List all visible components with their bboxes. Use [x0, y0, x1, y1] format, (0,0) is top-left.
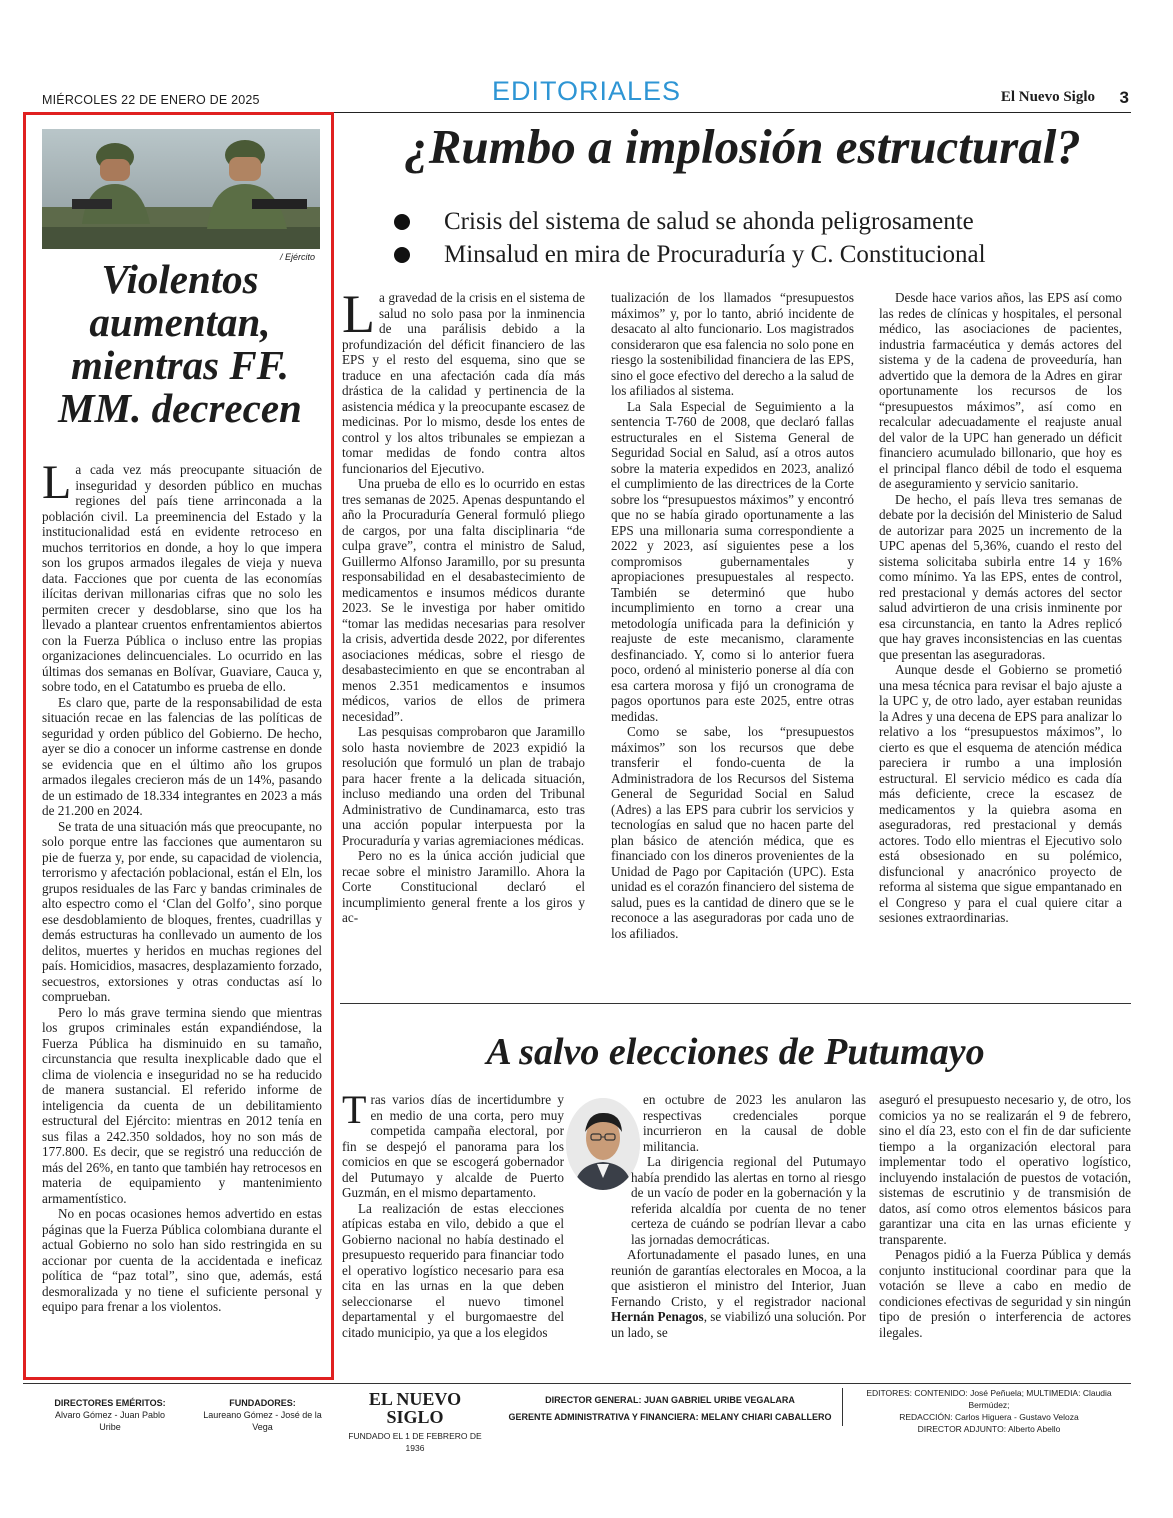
- footer-rule: [23, 1383, 1131, 1384]
- footer-masthead: EL NUEVO SIGLO: [368, 1389, 462, 1427]
- bullet-text: Crisis del sistema de salud se ahonda peligrosamente: [444, 207, 974, 235]
- gerente: GERENTE ADMINISTRATIVA Y FINANCIERA: MELANY CHIARI CABALLERO: [508, 1412, 832, 1422]
- main-paragraph: Como se sabe, los “presupuestos máximos” son los recursos que debe transferir el fondo-cuenta de la Administradora de los Recursos del Sistema General de Seguridad Social en Salud (Adres) a las EPS para cubrir los servicios y tecnologías en salud que no hacen parte del plan básico de atención médica, que es financiado con los dineros provenientes de la Unidad de Pago por Capitación (UPC). Esta unidad es el corazón financiero del sistema de salud, pues es la cantidad de dinero que se le reconoce a las aseguradoras por cada uno de los afiliados.: [611, 724, 854, 941]
- footer-directores: [45, 1397, 175, 1433]
- main-paragraph: tualización de los llamados “presupuestos máximos” y, por lo tanto, abrió incidente de desacato al alto funcionario. Los magistrados consideraron que esa falencia no solo pone en riesgo la sostenibilidad financiera de las EPS, sino el goce efectivo del derecho a la salud de los afiliados al sistema.: [611, 290, 854, 398]
- directores-names: Alvaro Gómez - Juan Pablo Uribe: [54, 1410, 166, 1432]
- left-headline: Violentos aumentan, mientras FF. MM. decrecen: [58, 256, 302, 431]
- fundadores-label: FUNDADORES:: [229, 1398, 296, 1408]
- subheadline-bullets: [394, 205, 986, 271]
- drop-cap: L: [42, 456, 72, 509]
- soldiers-photo: [42, 129, 320, 249]
- section-title: EDITORIALES: [491, 76, 682, 106]
- left-paragraph: a cada vez más preocupante situación de inseguridad y desorden público en muchas regiones del país tiene arrinconada a la población civil. La preeminencia del Estado y la institucionalidad está en evidente retroceso en muchos territorios en donde, a hoy lo que impera son los grupos armados ilegales de vieja y nueva data. Facciones que por cuenta de las economías ilícitas derivan millonarias cifras que no solo les permiten crecer y desdoblarse, sino que los ha llevado a plantear cruentos enfrentamientos abiertos con la Fuerza Pública o incluso entre las propias organizaciones delincuenciales. Lo ocurrido en las últimas dos semanas en Bolívar, Guaviare, Cauca y, sobre todo, en el Catatumbo es prueba de ello.: [42, 462, 322, 694]
- left-paragraph: Pero lo más grave termina siendo que mientras los grupos criminales están expandiéndose, la Fuerza Pública ha disminuido en su tamaño, circunstancia que resulta inexplicable dado que el clima de violencia e inseguridad no se ha reducido de manera sustancial. El referido informe de inteligencia da cuenta de un debilitamiento estructural del Ejército: mientras en 2012 tenía en sus filas a 242.350 soldados, hoy no son más de 177.800. Es decir, que se registró una reducción de más del 26%, en tanto que también hay retrocesos en materia de equipamiento y mantenimiento armamentístico.: [42, 1004, 322, 1206]
- second-headline: A salvo elecciones de Putumayo: [486, 1031, 985, 1073]
- bullet-item: [394, 238, 986, 271]
- second-column-1: [342, 1087, 564, 1340]
- director-general: DIRECTOR GENERAL: JUAN GABRIEL URIBE VEGALARA: [545, 1395, 795, 1405]
- bullet-icon: [394, 214, 410, 230]
- footer-editors-block: [846, 1387, 1132, 1435]
- drop-cap: L: [342, 284, 375, 344]
- photo-credit: / Ejército: [280, 252, 316, 262]
- second-paragraph: [611, 1247, 866, 1340]
- second-column-2: [611, 1092, 866, 1340]
- main-column-3: [879, 290, 1122, 926]
- redaccion: REDACCIÓN: Carlos Higuera - Gustavo Veloza: [899, 1412, 1079, 1422]
- left-paragraph: Se trata de una situación más que preocupante, no solo porque entre las facciones que aumentaron su pie de fuerza y, por ende, su capacidad de violencia, terrorismo y afectación poblacional, están el Eln, los grupos residuales de las Farc y bandas criminales de alto espectro como el ‘Clan del Golfo’, sino porque ese desdoblamiento de bloques, frentes, cuadrillas y demás estructuras ha conllevado un aumento de los delitos, muertes y heridos en muchas regiones del país. Homicidios, masacres, desplazamiento forzado, secuestros, extorsiones y otras conductas así lo comprueban.: [42, 818, 322, 1004]
- left-paragraph: No en pocas ocasiones hemos advertido en estas páginas que la Fuerza Pública colombiana durante el actual Gobierno no solo han sido restringida en su accionar por cuenta de la accidentada e ineficaz política de “paz total”, sino que, además, está desmoralizada y no tiene el suficiente personal y equipo para frenar a los violentos.: [42, 1206, 322, 1314]
- left-article-body: [42, 456, 322, 1315]
- second-paragraph: en octubre de 2023 les anularon las respectivas credenciales porque incurrieron en la causal de doble militancia.: [643, 1092, 866, 1154]
- main-column-1: [342, 284, 585, 926]
- page-number: 3: [1119, 88, 1129, 107]
- masthead: El Nuevo Siglo: [1000, 89, 1095, 105]
- second-column-3: [879, 1092, 1131, 1340]
- second-text: Afortunadamente el pasado lunes, en una reunión de garantías electorales en Mocoa, a la que asistieron el ministro del Interior, Juan Fernando Cristo, y el registrador nacional: [611, 1247, 866, 1309]
- main-headline: ¿Rumbo a implosión estructural?: [404, 119, 1081, 174]
- footer-separator: [842, 1388, 843, 1426]
- penagos-name: Hernán Penagos: [611, 1309, 704, 1324]
- main-paragraph: La Sala Especial de Seguimiento a la sentencia T-760 de 2008, que declaró fallas estructurales en el Sistema General de Seguridad Social en Salud, así a otros autos sobre la materia expedidos en 2023, analizó el cumplimiento de las directrices de la Corte sobre los “presupuestos máximos” y encontró que no se había girado oportunamente a las EPS una millonaria suma correspondiente a 2022 y 2023, así siguientes pese a los compromisos gubernamentales y apropiaciones presupuestales al respecto. También se determinó que hubo incumplimiento en torno a crear una metodología unificada para la definición y reajuste de este mecanismo, claramente desfinanciado. Y, como si lo anterior fuera poco, ordenó al ministerio ponerse al día con esa cartera morosa y fijó un cronograma de pagos oportunos para este 2025, entre otras medidas.: [611, 398, 854, 724]
- footer-fundadores: [195, 1397, 330, 1433]
- main-paragraph: Desde hace varios años, las EPS así como las redes de clínicas y hospitales, el personal médico, las asociaciones de pacientes, industria farmacéutica y demás actores del sistema y de la cadena de proveeduría, han advertido que la demora de la Adres en girar oportunamente los recursos de los “presupuestos máximos”, así como en recalcular adecuadamente el reajuste anual del valor de la UPC han generado un déficit financiero acumulado billonario, que hoy es el principal flanco débil de todo el esquema de aseguramiento y servicio sanitario.: [879, 290, 1122, 491]
- bullet-text: Minsalud en mira de Procuraduría y C. Constitucional: [444, 240, 986, 268]
- soldiers-image: [42, 129, 320, 249]
- left-paragraph: Es claro que, parte de la responsabilidad de esta situación recae en las falencias de las políticas de seguridad y orden público del Gobierno. De hecho, ayer se dio a conocer un informe castrense en donde se evidencia que en el último año los grupos armados ilegales crecieron más de un 14%, pasando de un estimado de 18.334 integrantes en 2023 a más de 21.200 en 2024.: [42, 694, 322, 818]
- main-paragraph: a gravedad de la crisis en el sistema de salud no solo pasa por la inminencia de una parálisis debido a la profundización del déficit financiero de las EPS y el resto del esquema, sino que se traduce en una afectación cada día más drástica de la calidad y pertinencia de la asistencia médica y la preocupante escasez de medicinas. Por lo mismo, desde los entes de control y los altos tribunales se empiezan a tomar medidas de fondo contra altos funcionarios del Ejecutivo.: [342, 290, 585, 476]
- main-paragraph: Las pesquisas comprobaron que Jaramillo solo hasta noviembre de 2023 expidió la resolución que formuló un plan de trabajo para hacer frente a la delicada situación, incluso mediando una orden del Tribunal Administrativo de Cundinamarca, esto tras una acción popular interpuesta por la Procuraduría y varias agremiaciones médicas.: [342, 724, 585, 848]
- second-text: , se viabilizó una solución. Por un lado, se: [611, 1309, 866, 1340]
- second-paragraph: ras varios días de incertidumbre y en medio de una corta, pero muy competida campaña electoral, por fin se despejó el panorama para los comicios en que se escogerá gobernador del Putumayo y alcalde de Puerto Guzmán, en el mismo departamento.: [342, 1092, 564, 1200]
- director-adjunto: DIRECTOR ADJUNTO: Alberto Abello: [917, 1424, 1061, 1434]
- bullet-icon: [394, 247, 410, 263]
- main-column-2: [611, 290, 854, 941]
- main-paragraph: Pero no es la única acción judicial que recae sobre el ministro Jaramillo. Ahora la Corte Constitucional declaró el incumplimiento general frente a los giros y ac-: [342, 848, 585, 925]
- second-paragraph: La realización de estas elecciones atípicas estaba en vilo, debido a que el Gobierno nacional no había destinado el presupuesto requerido para financiar todo el operativo logístico necesario para esa cita en las urnas en la que deben seleccionarse el nuevo timonel departamental y el burgomaestre del citado municipio, ya que a los elegidos: [342, 1200, 564, 1340]
- main-paragraph: De hecho, el país lleva tres semanas de debate por la decisión del Ministerio de Salud de autorizar para 2025 un incremento de la UPC apenas del 5,36%, cuando el resto del sistema solicitaba subirla entre 14 y 16% como mínimo. Ya las EPS, entes de control, red prestacional y demás actores del sector salud advirtieron de una crisis inminente por esa circunstancia, en tanto la Adres replicó que hay graves inconsistencias en las cuentas que presentan las aseguradoras.: [879, 491, 1122, 662]
- drop-cap: T: [342, 1087, 367, 1132]
- second-paragraph: aseguró el presupuesto necesario y, de otro, los comicios ya no se realizarán el 9 de febrero, sino el día 23, esto con el fin de dar suficiente tiempo a la organización electoral para implementar todo el operativo logístico, incluyendo instalación de puestos de votación, sistemas de escrutinio y de transmisión de datos, así como otros elementos básicos para garantizar una cita en las urnas eficiente y transparente.: [879, 1092, 1131, 1247]
- issue-date: MIÉRCOLES 22 DE ENERO DE 2025: [42, 93, 260, 107]
- directores-label: DIRECTORES EMÉRITOS:: [54, 1398, 166, 1408]
- bullet-item: [394, 205, 986, 238]
- second-paragraph: Penagos pidió a la Fuerza Pública y demás conjunto institucional coordinar para que la votación se lleve a cabo en medio de condiciones efectivas de seguridad y sin ningún tipo de presión o interferencia de actores ilegales.: [879, 1247, 1131, 1340]
- footer-masthead-block: [340, 1390, 490, 1454]
- section-divider: [340, 1003, 1131, 1004]
- second-paragraph: La dirigencia regional del Putumayo había prendido las alertas en torno al riesgo de un vacío de poder en la gobernación y la referida alcaldía por cuenta de no tener certeza de cuándo se podrían llevar a cabo las jornadas democráticas.: [631, 1154, 866, 1247]
- main-paragraph: Aunque desde el Gobierno se prometió una mesa técnica para revisar el bajo ajuste a la UPC y, de otro lado, ayer estaban reunidas la Adres y una decena de EPS para analizar lo relativo a los “presupuestos máximos”, lo cierto es que el esquema de atención médica pareciera ir rumbo a una implosión estructural. El servicio médico es cada día más deficiente, crece la escasez de medicamentos y la quiebra asoma en aseguradoras, red prestacional y demás actores. Todo ello mientras el Ejecutivo solo está obsesionado en su polémico, disfuncional y anacrónico proyecto de reforma al sistema que sigue empantanado en el Congreso y para el cual quiere citar a sesiones extraordinarias.: [879, 662, 1122, 925]
- editores: EDITORES: CONTENIDO: José Peñuela; MULTIMEDIA: Claudia Bermúdez;: [866, 1388, 1112, 1410]
- footer-directors-block: [500, 1392, 840, 1426]
- founded-date: FUNDADO EL 1 DE FEBRERO DE 1936: [348, 1431, 482, 1453]
- main-paragraph: Una prueba de ello es lo ocurrido en estas tres semanas de 2025. Apenas despuntando el año la Procuraduría General formuló pliego de cargos, por una falta disciplinaria “de culpa grave”, contra el ministro de Salud, Guillermo Alfonso Jaramillo, por su presunta responsabilidad en el desabastecimiento de medicamentos e insumos médicos durante 2023. Se le investiga por haber omitido “tomar las medidas necesarias para resolver la crisis, advertida desde 2022, por diferentes asociaciones médicas, sobre el riesgo de desabastecimiento en que se encontraban al menos 2.351 medicamentos e insumos médicos, varios de ellos de primera necesidad”.: [342, 476, 585, 724]
- fundadores-names: Laureano Gómez - José de la Vega: [203, 1410, 322, 1432]
